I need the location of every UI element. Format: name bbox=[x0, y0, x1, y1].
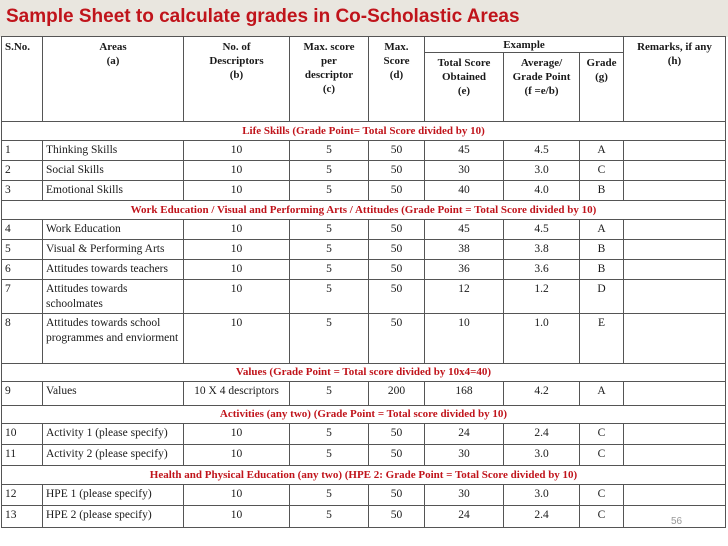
table-row bbox=[2, 161, 726, 181]
cell-max: 50 bbox=[369, 485, 425, 506]
cell-max: 50 bbox=[369, 141, 425, 161]
cell-max: 50 bbox=[369, 161, 425, 181]
cell-avg: 3.8 bbox=[504, 240, 580, 260]
cell-total: 24 bbox=[425, 424, 504, 445]
cell-remarks bbox=[624, 161, 726, 181]
cell-max: 50 bbox=[369, 260, 425, 280]
cell-max: 50 bbox=[369, 314, 425, 364]
cell-avg: 3.6 bbox=[504, 260, 580, 280]
cell-sno: 9 bbox=[2, 382, 43, 406]
cell-remarks bbox=[624, 424, 726, 445]
cell-remarks bbox=[624, 314, 726, 364]
cell-desc: 10 bbox=[184, 424, 290, 445]
cell-total: 40 bbox=[425, 181, 504, 201]
cell-remarks bbox=[624, 181, 726, 201]
header-max-score: Max. Score (d) bbox=[369, 37, 425, 122]
table-row bbox=[2, 382, 726, 406]
cell-desc: 10 X 4 descriptors bbox=[184, 382, 290, 406]
cell-max: 50 bbox=[369, 220, 425, 240]
section-header bbox=[2, 406, 726, 424]
cell-area: Work Education bbox=[43, 220, 184, 240]
cell-desc: 10 bbox=[184, 506, 290, 528]
cell-per: 5 bbox=[290, 141, 369, 161]
cell-max: 50 bbox=[369, 506, 425, 528]
header-average: Average/ Grade Point (f =e/b) bbox=[504, 53, 580, 122]
cell-per: 5 bbox=[290, 240, 369, 260]
table-row bbox=[2, 280, 726, 314]
cell-area: Thinking Skills bbox=[43, 141, 184, 161]
cell-sno: 10 bbox=[2, 424, 43, 445]
cell-remarks bbox=[624, 240, 726, 260]
cell-grade: C bbox=[580, 161, 624, 181]
cell-avg: 4.5 bbox=[504, 141, 580, 161]
table-row bbox=[2, 445, 726, 466]
header-example: Example bbox=[425, 37, 624, 53]
table-row bbox=[2, 424, 726, 445]
cell-grade: C bbox=[580, 506, 624, 528]
cell-max: 50 bbox=[369, 240, 425, 260]
cell-total: 45 bbox=[425, 141, 504, 161]
cell-avg: 3.0 bbox=[504, 485, 580, 506]
cell-per: 5 bbox=[290, 280, 369, 314]
cell-area: Visual & Performing Arts bbox=[43, 240, 184, 260]
cell-grade: B bbox=[580, 240, 624, 260]
cell-desc: 10 bbox=[184, 314, 290, 364]
cell-grade: A bbox=[580, 141, 624, 161]
cell-per: 5 bbox=[290, 382, 369, 406]
table-row bbox=[2, 314, 726, 364]
cell-area: Attitudes towards school programmes and enviorment bbox=[43, 314, 184, 364]
cell-per: 5 bbox=[290, 161, 369, 181]
table-row bbox=[2, 141, 726, 161]
cell-per: 5 bbox=[290, 445, 369, 466]
cell-avg: 4.0 bbox=[504, 181, 580, 201]
cell-remarks bbox=[624, 485, 726, 506]
grades-table bbox=[1, 36, 726, 528]
cell-area: HPE 1 (please specify) bbox=[43, 485, 184, 506]
section-header bbox=[2, 201, 726, 220]
cell-avg: 1.2 bbox=[504, 280, 580, 314]
cell-total: 36 bbox=[425, 260, 504, 280]
cell-grade: B bbox=[580, 181, 624, 201]
cell-per: 5 bbox=[290, 220, 369, 240]
cell-grade: B bbox=[580, 260, 624, 280]
cell-area: Emotional Skills bbox=[43, 181, 184, 201]
cell-grade: C bbox=[580, 424, 624, 445]
cell-avg: 3.0 bbox=[504, 161, 580, 181]
header-descriptors: No. of Descriptors (b) bbox=[184, 37, 290, 122]
cell-max: 50 bbox=[369, 280, 425, 314]
cell-max: 200 bbox=[369, 382, 425, 406]
cell-desc: 10 bbox=[184, 181, 290, 201]
cell-grade: E bbox=[580, 314, 624, 364]
section-header bbox=[2, 122, 726, 141]
cell-remarks bbox=[624, 141, 726, 161]
table-row bbox=[2, 260, 726, 280]
header-sno: S.No. bbox=[2, 37, 43, 122]
cell-avg: 4.2 bbox=[504, 382, 580, 406]
cell-grade: A bbox=[580, 382, 624, 406]
cell-sno: 1 bbox=[2, 141, 43, 161]
section-header bbox=[2, 466, 726, 485]
cell-sno: 5 bbox=[2, 240, 43, 260]
cell-per: 5 bbox=[290, 506, 369, 528]
cell-avg: 2.4 bbox=[504, 506, 580, 528]
header-grade: Grade (g) bbox=[580, 53, 624, 122]
cell-desc: 10 bbox=[184, 260, 290, 280]
table-row bbox=[2, 485, 726, 506]
cell-remarks bbox=[624, 280, 726, 314]
cell-desc: 10 bbox=[184, 240, 290, 260]
page-title: Sample Sheet to calculate grades in Co-Scholastic Areas bbox=[6, 6, 520, 27]
table-row bbox=[2, 220, 726, 240]
cell-grade: A bbox=[580, 220, 624, 240]
cell-area: Attitudes towards teachers bbox=[43, 260, 184, 280]
cell-desc: 10 bbox=[184, 141, 290, 161]
cell-sno: 11 bbox=[2, 445, 43, 466]
section-label: Work Education / Visual and Performing Arts / Attitudes (Grade Point = Total Score divided by 10) bbox=[2, 201, 726, 220]
cell-sno: 13 bbox=[2, 506, 43, 528]
cell-sno: 2 bbox=[2, 161, 43, 181]
cell-area: Attitudes towards schoolmates bbox=[43, 280, 184, 314]
cell-sno: 12 bbox=[2, 485, 43, 506]
table-row bbox=[2, 240, 726, 260]
cell-area: Activity 1 (please specify) bbox=[43, 424, 184, 445]
table-row bbox=[2, 506, 726, 528]
section-label: Life Skills (Grade Point= Total Score divided by 10) bbox=[2, 122, 726, 141]
cell-total: 24 bbox=[425, 506, 504, 528]
cell-area: Activity 2 (please specify) bbox=[43, 445, 184, 466]
cell-total: 30 bbox=[425, 445, 504, 466]
cell-sno: 4 bbox=[2, 220, 43, 240]
cell-sno: 3 bbox=[2, 181, 43, 201]
cell-desc: 10 bbox=[184, 220, 290, 240]
cell-per: 5 bbox=[290, 260, 369, 280]
section-label: Health and Physical Education (any two) (HPE 2: Grade Point = Total Score divided by 10) bbox=[2, 466, 726, 485]
cell-remarks bbox=[624, 260, 726, 280]
section-header bbox=[2, 364, 726, 382]
cell-max: 50 bbox=[369, 445, 425, 466]
cell-total: 38 bbox=[425, 240, 504, 260]
header-areas: Areas (a) bbox=[43, 37, 184, 122]
cell-desc: 10 bbox=[184, 445, 290, 466]
cell-desc: 10 bbox=[184, 280, 290, 314]
cell-remarks bbox=[624, 220, 726, 240]
header-row-1 bbox=[2, 37, 726, 53]
cell-max: 50 bbox=[369, 424, 425, 445]
cell-grade: C bbox=[580, 485, 624, 506]
cell-sno: 6 bbox=[2, 260, 43, 280]
cell-grade: D bbox=[580, 280, 624, 314]
cell-per: 5 bbox=[290, 424, 369, 445]
cell-max: 50 bbox=[369, 181, 425, 201]
cell-avg: 3.0 bbox=[504, 445, 580, 466]
header-total-score: Total Score Obtained (e) bbox=[425, 53, 504, 122]
header-max-per-descriptor: Max. score per descriptor (c) bbox=[290, 37, 369, 122]
cell-area: HPE 2 (please specify) bbox=[43, 506, 184, 528]
header-remarks: Remarks, if any (h) bbox=[624, 37, 726, 122]
cell-total: 168 bbox=[425, 382, 504, 406]
page-number: 56 bbox=[671, 516, 683, 527]
cell-per: 5 bbox=[290, 314, 369, 364]
section-label: Activities (any two) (Grade Point = Total score divided by 10) bbox=[2, 406, 726, 424]
cell-remarks bbox=[624, 445, 726, 466]
cell-total: 30 bbox=[425, 161, 504, 181]
cell-area: Values bbox=[43, 382, 184, 406]
cell-sno: 8 bbox=[2, 314, 43, 364]
cell-per: 5 bbox=[290, 181, 369, 201]
cell-desc: 10 bbox=[184, 161, 290, 181]
cell-sno: 7 bbox=[2, 280, 43, 314]
cell-desc: 10 bbox=[184, 485, 290, 506]
cell-total: 45 bbox=[425, 220, 504, 240]
cell-grade: C bbox=[580, 445, 624, 466]
cell-total: 12 bbox=[425, 280, 504, 314]
cell-total: 10 bbox=[425, 314, 504, 364]
table-row bbox=[2, 181, 726, 201]
cell-avg: 2.4 bbox=[504, 424, 580, 445]
cell-per: 5 bbox=[290, 485, 369, 506]
cell-avg: 1.0 bbox=[504, 314, 580, 364]
cell-remarks bbox=[624, 382, 726, 406]
cell-avg: 4.5 bbox=[504, 220, 580, 240]
section-label: Values (Grade Point = Total score divided by 10x4=40) bbox=[2, 364, 726, 382]
cell-total: 30 bbox=[425, 485, 504, 506]
cell-area: Social Skills bbox=[43, 161, 184, 181]
